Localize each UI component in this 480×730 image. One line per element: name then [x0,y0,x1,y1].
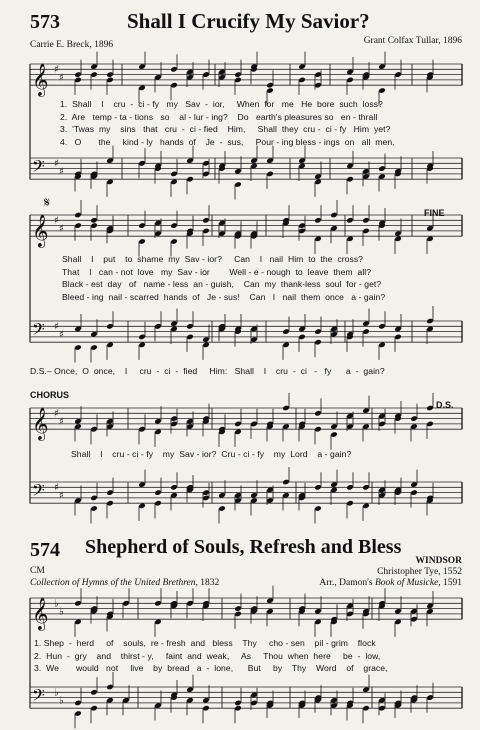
verse-line: Shall I put to shame my Sav - ior? Can I nail Him to the cross? [62,254,363,264]
treble-clef-icon: 𝄞 [32,407,49,441]
verse-block-1 [60,99,395,149]
fine-marker: FINE [424,208,445,218]
arranger-credit [319,578,462,588]
hymn-title: Shall I Crucify My Savior? [127,9,370,33]
key-signature-icon: ♯ [59,166,64,178]
key-signature-icon: ♯ [59,223,64,235]
arranger-year: , 1591 [438,578,462,588]
chorus-label: CHORUS [30,390,70,400]
verse-line: That I can - not love my Sav - ior Well - e - nough to leave them all? [62,266,372,277]
composer-credit: Grant Colfax Tullar, 1896 [363,36,462,46]
key-signature-icon: ♭ [59,606,64,618]
key-signature-icon: ♭ [59,695,64,707]
key-signature-icon: ♯ [59,416,64,428]
key-signature-icon: ♯ [59,72,64,84]
key-signature-icon: ♯ [59,329,64,341]
segno-sign: 𝄋 [44,195,51,211]
chorus-lyric-line: Shall I cru - ci - fy my Sav - ior? Cru - ci - fy my Lord a - gain? [71,449,352,459]
treble-clef-icon: 𝄞 [32,597,49,631]
key-signature-icon: ♭ [54,687,59,699]
bass-clef-icon: 𝄢 [32,318,45,343]
tune-name: WINDSOR [415,556,462,566]
arranger-prefix: Arr., Damon's [319,578,375,588]
verse-line: 3. 'Twas my sins that cru - ci - fied Him, Shall they cru - ci - fy Him yet? [60,124,391,134]
arranger-book: Book of Musicke [374,578,439,588]
key-signature-icon: ♯ [54,215,59,227]
verse-line: 1. Shall I cru - ci - fy my Sav - ior, When for me He bore such loss? [60,99,383,109]
source-title: Collection of Hymns of the United Brethren [30,578,196,588]
key-signature-icon: ♯ [54,158,59,170]
verse-line: Bleed - ing nail - scarred hands of Je - sus! Can I nail them once a - gain? [62,291,386,302]
verse-block-2 [62,254,385,304]
key-signature-icon: ♯ [54,64,59,76]
verse-line: 2. Hun - gry and thirst - y, faint and weak, As Thou when here be - low, [34,650,381,661]
bass-clef-icon: 𝄢 [32,684,45,709]
treble-clef-icon: 𝄞 [32,63,49,97]
composer-credit: Christopher Tye, 1552 [377,567,462,577]
meter-label: CM [30,566,45,576]
verse-line: 2. Are temp - ta - tions so al - lur - ing? Do earth's pleasures so en - thrall [60,111,378,122]
treble-clef-icon: 𝄞 [32,214,49,248]
source-year: , 1832 [195,578,220,588]
hymn-title: Shepherd of Souls, Refresh and Bless [85,536,402,558]
bass-clef-icon: 𝄢 [32,479,45,504]
key-signature-icon: ♯ [54,482,59,494]
verse-line: 4. O the kind - ly hands of Je - sus, Pour - ing bless - ings on all men, [60,136,395,147]
key-signature-icon: ♭ [54,598,59,610]
verse-block-574 [34,638,388,676]
source-credit [30,578,219,588]
hymn-number: 573 [30,11,60,33]
verse-line: Black - est day of name - less an - guish, Can my thank-less soul for - get? [62,279,382,289]
hymn-number: 574 [30,539,60,561]
key-signature-icon: ♯ [54,408,59,420]
ds-lyric-line: D.S.– Once, O once, I cru - ci - fied Him: Shall I cru - ci - fy a - gain? [30,366,385,376]
bass-clef-icon: 𝄢 [32,155,45,180]
verse-line: 1. Shep - herd of souls, re - fresh and bless Thy cho - sen pil - grim flock [34,638,376,648]
author-credit: Carrie E. Breck, 1896 [30,40,114,50]
verse-line: 3. We would not live by bread a - lone, But by Thy Word of grace, [34,663,388,673]
key-signature-icon: ♯ [54,321,59,333]
key-signature-icon: ♯ [59,490,64,502]
ds-marker: D.S. [436,400,454,410]
